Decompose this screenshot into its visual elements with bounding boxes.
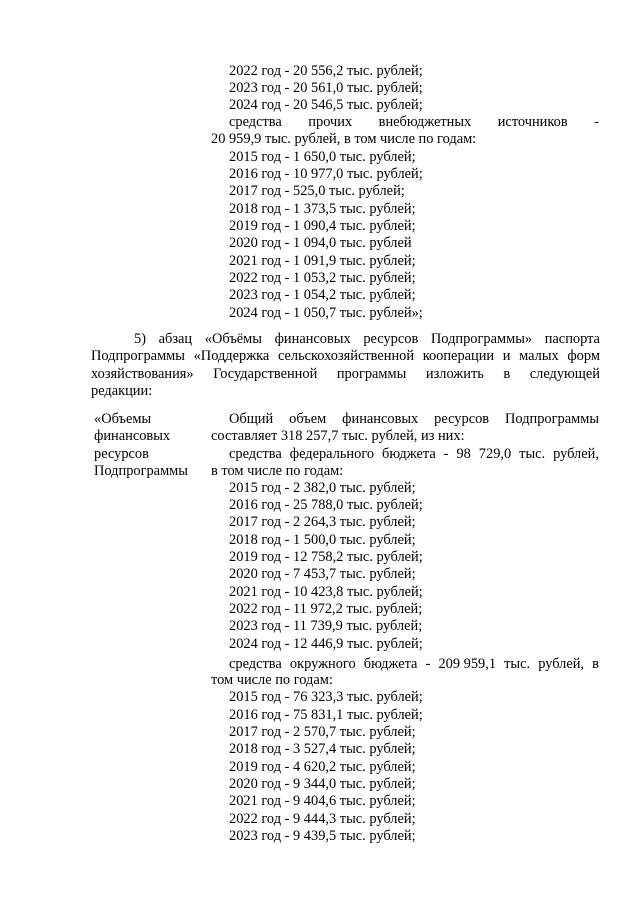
word: кооперации: [422, 348, 495, 364]
year-line: 2024 год - 1 050,7 тыс. рублей»;: [229, 305, 423, 321]
district-line: том числе по годам:: [211, 672, 333, 688]
paragraph-line: [91, 366, 600, 383]
year-line: 2021 год - 1 091,9 тыс. рублей;: [229, 253, 416, 269]
word: в: [592, 656, 599, 672]
year-line: 2023 год - 11 739,9 тыс. рублей;: [229, 618, 423, 634]
year-line: 2022 год - 9 444,3 тыс. рублей;: [229, 811, 416, 827]
word: тыс.: [504, 656, 531, 672]
year-line: 2017 год - 2 570,7 тыс. рублей;: [229, 724, 416, 740]
year-line: 2018 год - 1 500,0 тыс. рублей;: [229, 532, 416, 548]
word: -: [443, 446, 449, 462]
word: рублей,: [538, 656, 585, 672]
year-line: 2017 год - 2 264,3 тыс. рублей;: [229, 514, 416, 530]
word: Подпрограммы»: [430, 331, 533, 347]
paragraph-line: редакции:: [91, 383, 153, 399]
word: средства: [229, 446, 282, 462]
word: ресурсов: [434, 411, 490, 427]
paragraph-line: [91, 348, 600, 365]
year-line: 2021 год - 9 404,6 тыс. рублей;: [229, 793, 416, 809]
year-line: 2016 год - 75 831,1 тыс. рублей;: [229, 707, 423, 723]
year-line: 2018 год - 3 527,4 тыс. рублей;: [229, 741, 416, 757]
year-line: 2022 год - 1 053,2 тыс. рублей;: [229, 270, 416, 286]
year-line: 2022 год - 20 556,2 тыс. рублей;: [229, 63, 423, 79]
year-line: 2022 год - 11 972,2 тыс. рублей;: [229, 601, 423, 617]
word: рублей,: [553, 446, 599, 462]
year-line: 2018 год - 1 373,5 тыс. рублей;: [229, 201, 416, 217]
word: форм: [567, 348, 600, 364]
word: источников: [497, 114, 568, 130]
word: объем: [289, 411, 327, 427]
district-line: [229, 656, 599, 673]
year-line: 2019 год - 12 758,2 тыс. рублей;: [229, 549, 423, 565]
word: следующей: [529, 366, 600, 382]
word: Государственной: [213, 366, 318, 382]
table-left-label: Подпрограммы: [94, 463, 188, 479]
year-line: 2015 год - 1 650,0 тыс. рублей;: [229, 149, 416, 165]
word: малых: [519, 348, 559, 364]
word: 209 959,1: [438, 656, 497, 672]
total-line: составляет 318 257,7 тыс. рублей, из них:: [211, 428, 465, 444]
year-line: 2020 год - 1 094,0 тыс. рублей: [229, 235, 412, 251]
word: ресурсов: [363, 331, 419, 347]
word: 98: [456, 446, 471, 462]
year-line: 2019 год - 1 090,4 тыс. рублей;: [229, 218, 416, 234]
word: внебюджетных: [378, 114, 472, 130]
word: Общий: [229, 411, 274, 427]
year-line: 2023 год - 20 561,0 тыс. рублей;: [229, 80, 423, 96]
year-line: 2015 год - 76 323,3 тыс. рублей;: [229, 689, 423, 705]
word: «Объёмы: [204, 331, 262, 347]
federal-line: в том числе по годам:: [211, 463, 344, 479]
year-line: 2024 год - 20 546,5 тыс. рублей;: [229, 97, 423, 113]
year-line: 2021 год - 10 423,8 тыс. рублей;: [229, 584, 423, 600]
word: финансовых: [342, 411, 419, 427]
table-left-label: «Объемы: [94, 411, 152, 427]
word: средства: [229, 114, 282, 130]
word: 729,0: [478, 446, 512, 462]
word: программы: [336, 366, 407, 382]
word: финансовых: [274, 331, 351, 347]
total-line: [229, 411, 599, 428]
year-line: 2020 год - 7 453,7 тыс. рублей;: [229, 566, 416, 582]
year-line: 2019 год - 4 620,2 тыс. рублей;: [229, 759, 416, 775]
word: бюджета: [363, 656, 418, 672]
word: 5): [134, 331, 146, 347]
year-line: 2016 год - 10 977,0 тыс. рублей;: [229, 166, 423, 182]
year-line: 2017 год - 525,0 тыс. рублей;: [229, 183, 405, 199]
word: хозяйствования»: [91, 366, 194, 382]
word: в: [503, 366, 511, 382]
word: -: [425, 656, 431, 672]
federal-line: [229, 446, 599, 463]
other-sources-total: 20 959,9 тыс. рублей, в том числе по годам:: [211, 131, 477, 147]
word: тыс.: [519, 446, 546, 462]
year-line: 2023 год - 9 439,5 тыс. рублей;: [229, 828, 416, 844]
year-line: 2020 год - 9 344,0 тыс. рублей;: [229, 776, 416, 792]
word: средства: [229, 656, 282, 672]
year-line: 2015 год - 2 382,0 тыс. рублей;: [229, 480, 416, 496]
word: «Поддержка: [193, 348, 270, 364]
word: окружного: [289, 656, 356, 672]
table-left-label: финансовых: [94, 428, 171, 444]
word: Подпрограммы: [505, 411, 599, 427]
word: и: [502, 348, 511, 364]
year-line: 2024 год - 12 446,9 тыс. рублей;: [229, 636, 423, 652]
paragraph-line: [134, 331, 600, 348]
year-line: 2023 год - 1 054,2 тыс. рублей;: [229, 287, 416, 303]
word: паспорта: [544, 331, 600, 347]
word: прочих: [308, 114, 353, 130]
word: абзац: [158, 331, 193, 347]
word: сельскохозяйственной: [277, 348, 415, 364]
table-left-label: ресурсов: [94, 446, 149, 462]
year-line: 2016 год - 25 788,0 тыс. рублей;: [229, 497, 423, 513]
other-sources-line: [229, 114, 599, 131]
word: бюджета: [382, 446, 436, 462]
word: -: [594, 114, 599, 130]
word: федерального: [289, 446, 375, 462]
word: Подпрограммы: [91, 348, 185, 364]
word: изложить: [425, 366, 484, 382]
